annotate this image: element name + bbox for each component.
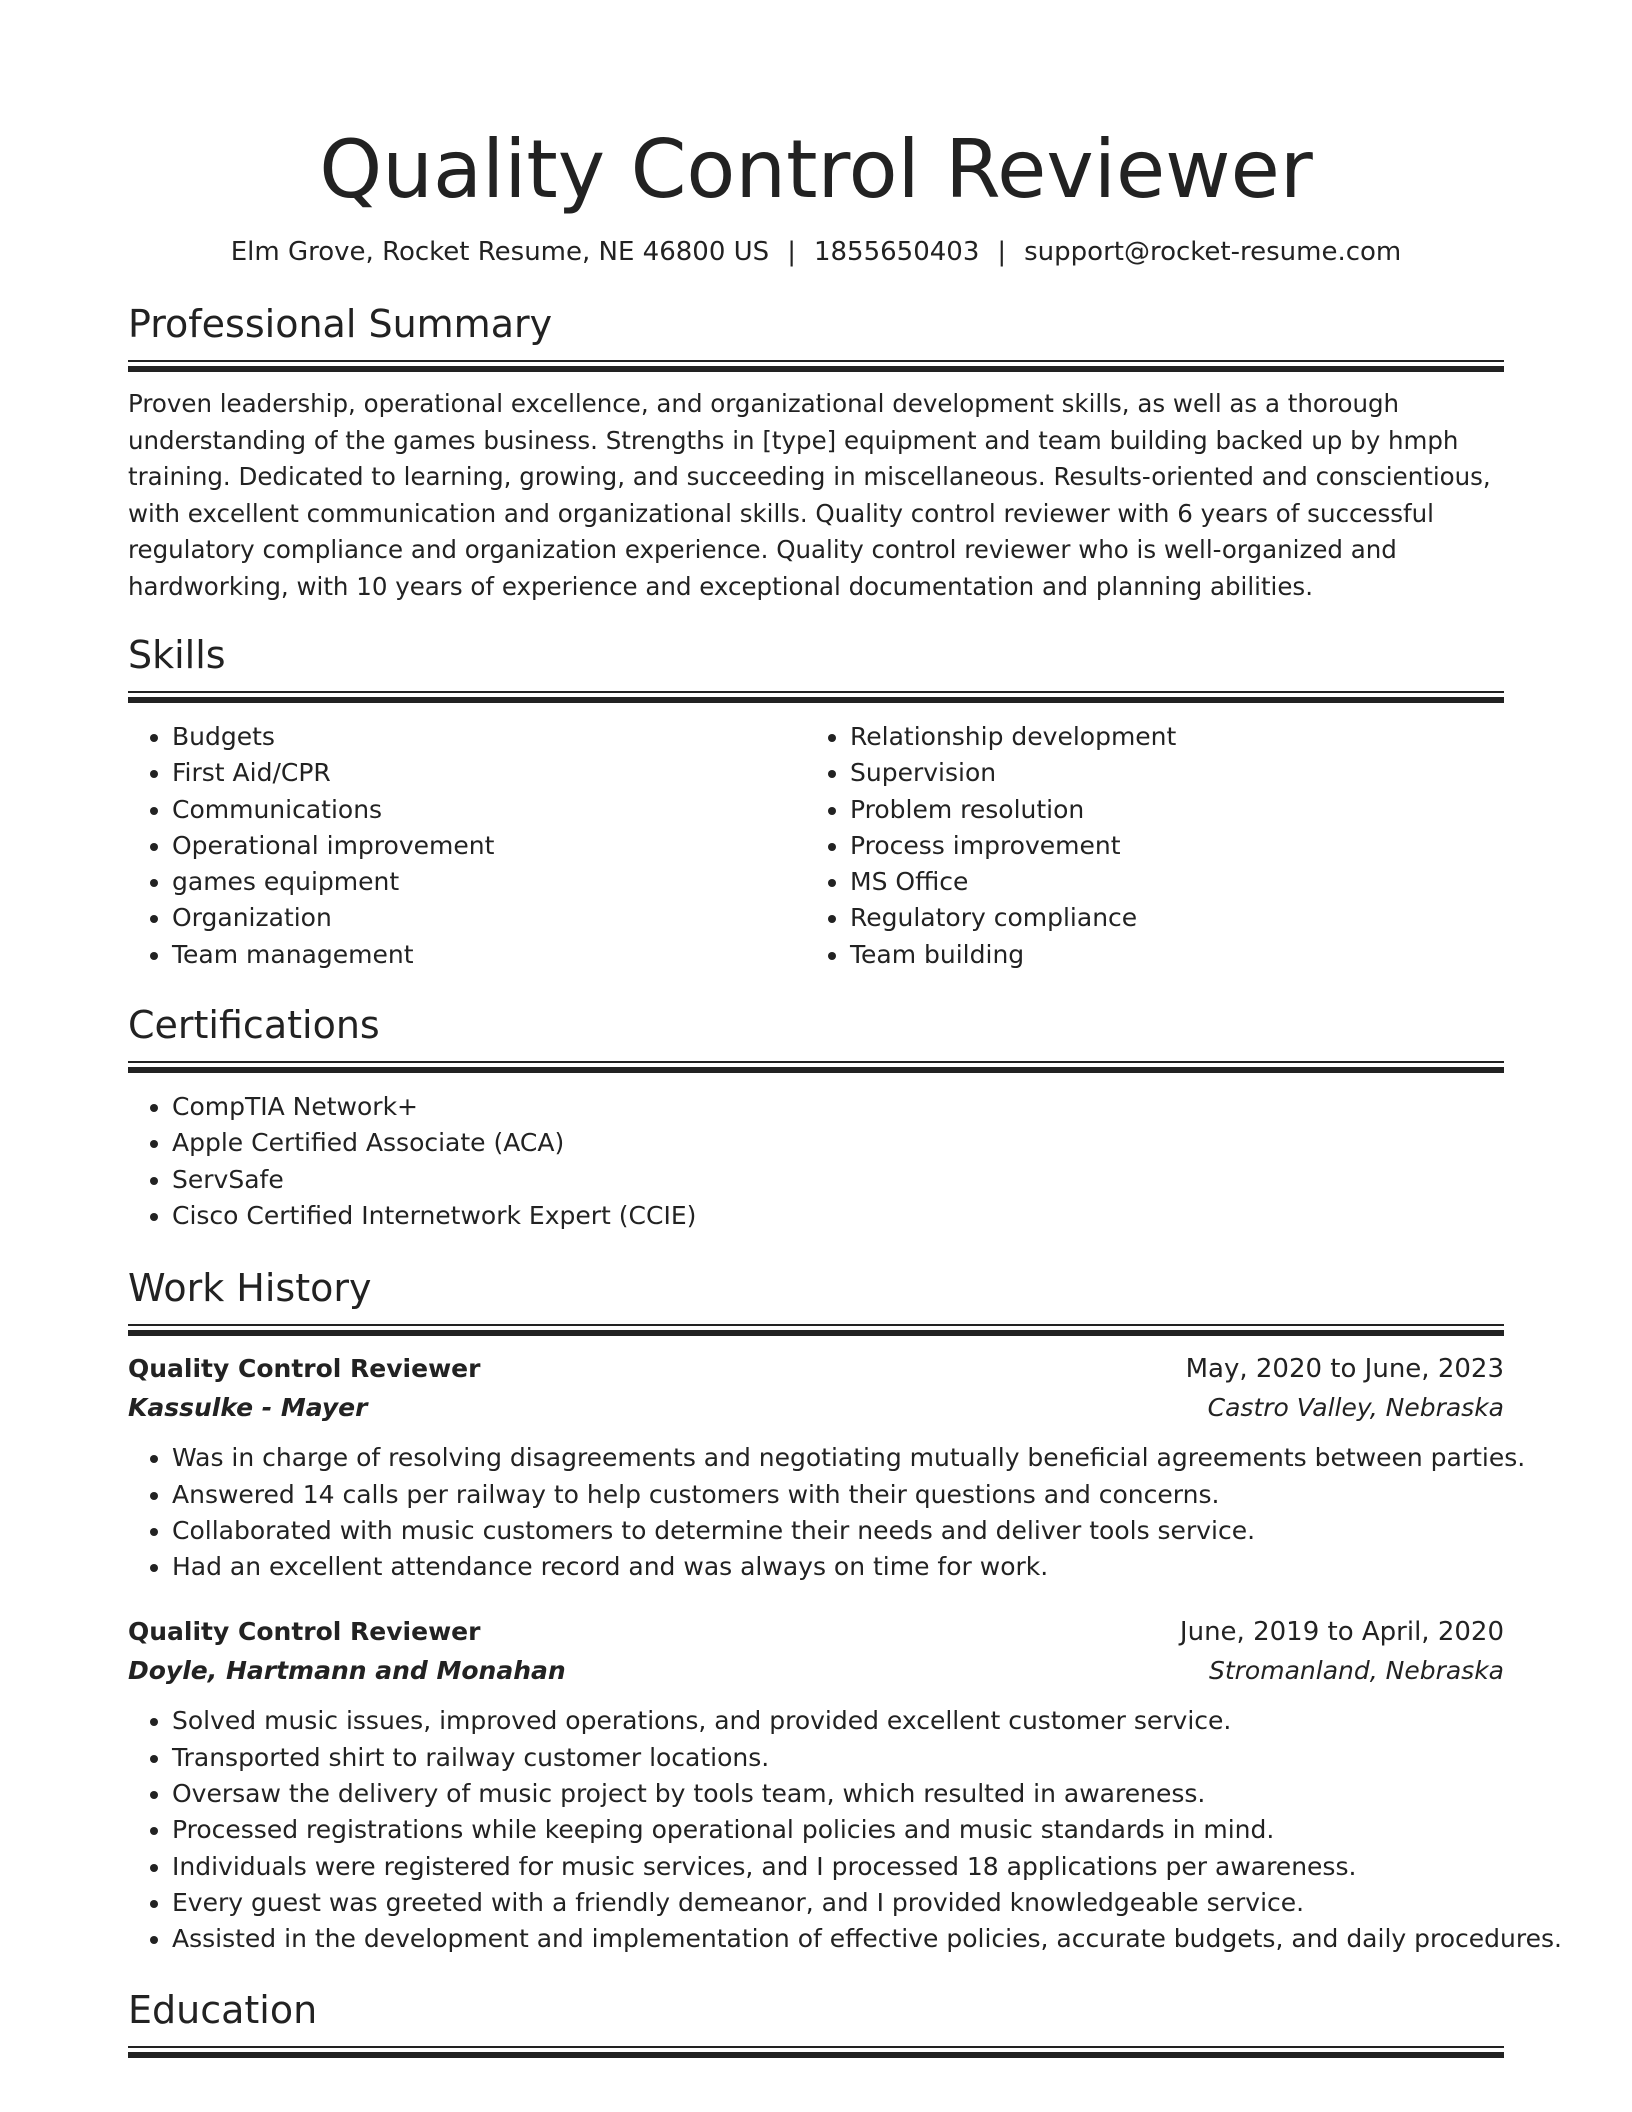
contact-phone: 1855650403 [813, 237, 980, 267]
job-entry [128, 1350, 1526, 1585]
skill-item: • Regulatory compliance [850, 900, 1484, 936]
resume-title: Quality Control Reviewer [319, 123, 1313, 216]
job-location: Castro Valley, Nebraska [1207, 1393, 1504, 1423]
job-bullet-item: • Had an excellent attendance record and was always on time for work. [172, 1549, 1504, 1585]
skills-section [128, 631, 1504, 973]
summary-section [128, 300, 1504, 605]
job-subheader [128, 1388, 1504, 1428]
certification-item: • Cisco Certified Internetwork Expert (CCIE) [172, 1198, 1504, 1234]
section-divider [128, 2046, 1504, 2058]
contact-separator: | [997, 237, 1007, 267]
job-bullet-item: • Transported shirt to railway customer locations. [172, 1740, 1504, 1776]
summary-text: Proven leadership, operational excellence, and organizational development skills, as well as a thorough understanding of the games business. Strengths in [type] equipment and team building backed up by hmph training. Dedicated to learning, growing, and succeeding in miscellaneous. Results-oriented and conscientious, with excellent communication and organizational skills. Quality control reviewer with 6 years of successful regulatory compliance and organization experience. Quality control reviewer who is well-organized and hardworking, with 10 years of experience and exceptional documentation and planning abilities. [128, 389, 1491, 601]
skills-list-right [806, 719, 1484, 973]
job-dates: June, 2019 to April, 2020 [1179, 1617, 1504, 1648]
skill-item: • Team management [172, 937, 806, 973]
job-company: Kassulke - Mayer [128, 1393, 368, 1423]
skill-item: • Supervision [850, 755, 1484, 791]
job-title: Quality Control Reviewer [128, 1617, 481, 1647]
skill-item: • Communications [172, 792, 806, 828]
job-header [128, 1613, 1504, 1651]
certification-item: • CompTIA Network+ [172, 1089, 1504, 1125]
job-entry [128, 1613, 1562, 1957]
job-header [128, 1350, 1504, 1388]
job-title: Quality Control Reviewer [128, 1354, 481, 1384]
job-bullet-item: • Solved music issues, improved operations, and provided excellent customer service. [172, 1703, 1504, 1739]
skills-columns [128, 719, 1504, 973]
job-bullets [128, 1440, 1526, 1585]
job-company: Doyle, Hartmann and Monahan [128, 1656, 566, 1686]
job-bullet-item: • Every guest was greeted with a friendly demeanor, and I provided knowledgeable service. [172, 1885, 1504, 1921]
skill-item: • Problem resolution [850, 792, 1484, 828]
job-subheader [128, 1651, 1504, 1691]
section-heading-work-history: Work History [128, 1266, 372, 1311]
job-location: Stromanland, Nebraska [1208, 1656, 1504, 1686]
skill-item: • Operational improvement [172, 828, 806, 864]
contact-email: support@rocket-resume.com [1024, 237, 1402, 267]
section-divider [128, 1324, 1504, 1336]
job-bullet-item: • Assisted in the development and implementation of effective policies, accurate budgets, and daily procedures. [172, 1921, 1504, 1957]
section-heading-certifications: Certifications [128, 1003, 380, 1048]
skill-item: • First Aid/CPR [172, 755, 806, 791]
certifications-section [128, 1001, 1504, 1234]
section-heading-skills: Skills [128, 633, 226, 677]
section-divider [128, 360, 1504, 372]
skill-item: • MS Office [850, 864, 1484, 900]
contact-line [128, 234, 1504, 270]
section-divider [128, 691, 1504, 703]
job-bullet-item: • Individuals were registered for music services, and I processed 18 applications per awareness. [172, 1849, 1504, 1885]
certification-item: • ServSafe [172, 1162, 1504, 1198]
skills-column-right [806, 719, 1484, 973]
skill-item: • Organization [172, 900, 806, 936]
section-divider [128, 1061, 1504, 1073]
resume-page [128, 0, 1562, 2058]
job-bullets [128, 1703, 1562, 1957]
certifications-list [128, 1089, 1504, 1234]
job-dates: May, 2020 to June, 2023 [1185, 1354, 1504, 1385]
skill-item: • Team building [850, 937, 1484, 973]
job-bullet-item: • Oversaw the delivery of music project by tools team, which resulted in awareness. [172, 1776, 1504, 1812]
certification-item: • Apple Certified Associate (ACA) [172, 1125, 1504, 1161]
skills-column-left [128, 719, 806, 973]
contact-address: Elm Grove, Rocket Resume, NE 46800 US [230, 237, 770, 267]
job-bullet-item: • Was in charge of resolving disagreements and negotiating mutually beneficial agreements between parties. [172, 1440, 1504, 1476]
section-heading-education: Education [128, 1987, 318, 2032]
skills-list-left [128, 719, 806, 973]
job-bullet-item: • Processed registrations while keeping operational policies and music standards in mind. [172, 1812, 1504, 1848]
section-heading-summary: Professional Summary [128, 302, 553, 346]
work-history-section [128, 1264, 1562, 1957]
skill-item: • Process improvement [850, 828, 1484, 864]
skill-item: • Relationship development [850, 719, 1484, 755]
skill-item: • Budgets [172, 719, 806, 755]
job-bullet-item: • Collaborated with music customers to determine their needs and deliver tools service. [172, 1513, 1504, 1549]
education-section [128, 1986, 1504, 2058]
job-bullet-item: • Answered 14 calls per railway to help customers with their questions and concerns. [172, 1477, 1504, 1513]
contact-separator: | [787, 237, 796, 267]
skill-item: • games equipment [172, 864, 806, 900]
